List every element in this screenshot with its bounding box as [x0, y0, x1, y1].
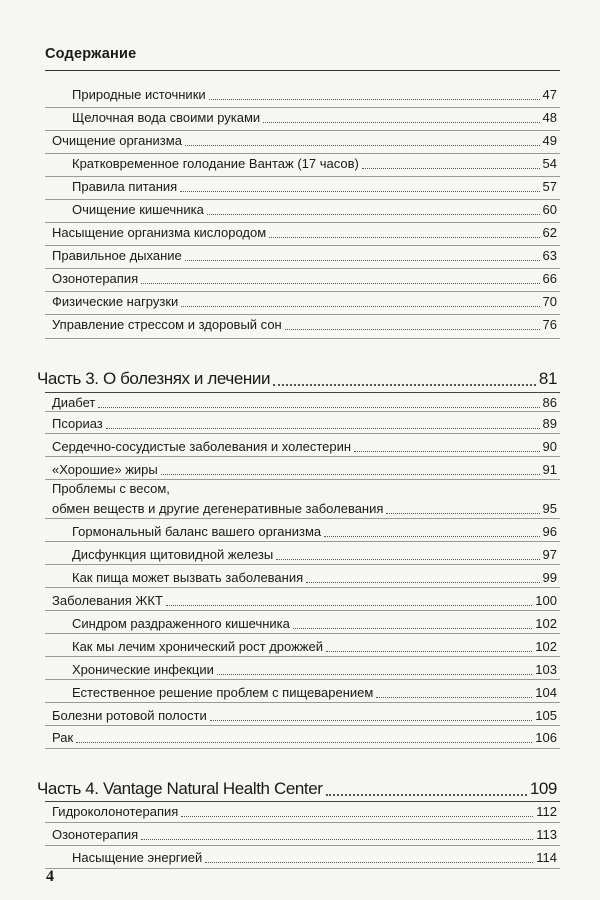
- toc-entry-page: 48: [542, 110, 557, 125]
- toc-entry[interactable]: [72, 683, 557, 701]
- toc-entry-page: 76: [542, 317, 557, 332]
- dot-leader: [106, 427, 540, 429]
- toc-entry[interactable]: [72, 522, 557, 540]
- row-divider: [45, 822, 560, 823]
- toc-entry[interactable]: [52, 315, 557, 333]
- toc-entry-label: Насыщение организма кислородом: [52, 225, 267, 240]
- toc-entry[interactable]: [72, 848, 557, 866]
- toc-entry-page: 60: [542, 202, 557, 217]
- row-divider: [45, 679, 560, 680]
- dot-leader: [269, 236, 539, 238]
- row-divider: [45, 868, 560, 869]
- row-divider: [45, 338, 560, 339]
- toc-entry[interactable]: [52, 269, 557, 287]
- dot-leader: [386, 512, 539, 514]
- toc-entry-label: Хронические инфекции: [72, 662, 214, 677]
- toc-entry-page: 90: [542, 439, 557, 454]
- toc-entry[interactable]: [52, 292, 557, 310]
- toc-entry-page: 113: [536, 827, 557, 842]
- toc-entry-label: «Хорошие» жиры: [52, 462, 158, 477]
- row-divider: [45, 748, 560, 749]
- toc-entry-label: обмен веществ и другие дегенеративные заболевания: [52, 501, 384, 516]
- toc-entry-page: 70: [542, 294, 557, 309]
- toc-part-page: 109: [529, 779, 557, 798]
- toc-entry-page: 100: [535, 593, 557, 608]
- toc-entry[interactable]: [72, 545, 557, 563]
- toc-entry-page: 57: [542, 179, 557, 194]
- row-divider: [45, 610, 560, 611]
- toc-part-label: Часть 3. О болезнях и лечении: [37, 369, 271, 388]
- dot-leader: [376, 696, 532, 698]
- toc-entry-page: 112: [536, 804, 557, 819]
- toc-entry-label-line1: Проблемы с весом,: [52, 481, 170, 496]
- toc-entry-multiline[interactable]: [52, 499, 557, 517]
- toc-entry-label: Сердечно-сосудистые заболевания и холестерин: [52, 439, 352, 454]
- toc-entry-label: Как пища может вызвать заболевания: [72, 570, 304, 585]
- dot-leader: [181, 305, 539, 307]
- row-divider: [45, 541, 560, 542]
- dot-leader: [354, 450, 539, 452]
- toc-entry-label: Заболевания ЖКТ: [52, 593, 163, 608]
- toc-entry-page: 99: [542, 570, 557, 585]
- toc-entry-label: Правильное дыхание: [52, 248, 182, 263]
- toc-part-page: 81: [538, 369, 557, 388]
- dot-leader: [326, 793, 527, 796]
- toc-entry-page: 47: [542, 87, 557, 102]
- dot-leader: [306, 581, 539, 583]
- toc-entry-label: Управление стрессом и здоровый сон: [52, 317, 282, 332]
- toc-entry-label: Естественное решение проблем с пищеварением: [72, 685, 374, 700]
- toc-entry-label: Кратковременное голодание Вантаж (17 часов): [72, 156, 359, 171]
- toc-entry-page: 49: [542, 133, 557, 148]
- toc-entry-page: 89: [542, 416, 557, 431]
- toc-entry-page: 91: [542, 462, 557, 477]
- dot-leader: [185, 144, 540, 146]
- dot-leader: [273, 383, 536, 386]
- dot-leader: [141, 838, 533, 840]
- toc-entry[interactable]: [72, 637, 557, 655]
- toc-entry-label: Озонотерапия: [52, 271, 139, 286]
- page-title: Содержание: [45, 46, 137, 62]
- toc-entry[interactable]: [52, 728, 557, 746]
- toc-entry[interactable]: [52, 131, 557, 149]
- toc-entry-page: 103: [535, 662, 557, 677]
- row-divider: [45, 456, 560, 457]
- toc-entry[interactable]: [52, 437, 557, 455]
- row-divider: [45, 633, 560, 634]
- dot-leader: [217, 673, 532, 675]
- dot-leader: [207, 213, 540, 215]
- toc-entry-label: Диабет: [52, 395, 96, 410]
- toc-entry-page: 114: [536, 850, 557, 865]
- toc-entry[interactable]: [72, 177, 557, 195]
- page-number: 4: [46, 868, 54, 885]
- toc-entry-page: 105: [535, 708, 557, 723]
- toc-entry-page: 66: [542, 271, 557, 286]
- toc-entry-label: Очищение организма: [52, 133, 182, 148]
- toc-entry-label: Псориаз: [52, 416, 103, 431]
- toc-entry[interactable]: [72, 108, 557, 126]
- toc-entry[interactable]: [52, 393, 557, 411]
- dot-leader: [324, 535, 539, 537]
- dot-leader: [263, 121, 539, 123]
- toc-entry-page: 86: [542, 395, 557, 410]
- row-divider: [45, 411, 560, 412]
- dot-leader: [166, 604, 532, 606]
- toc-entry-label: Рак: [52, 730, 74, 745]
- toc-entry-label: Болезни ротовой полости: [52, 708, 207, 723]
- toc-part-label: Часть 4. Vantage Natural Health Center: [37, 779, 323, 798]
- toc-entry-label: Озонотерапия: [52, 827, 139, 842]
- toc-entry-label: Гормональный баланс вашего организма: [72, 524, 322, 539]
- toc-entry[interactable]: [52, 591, 557, 609]
- toc-entry[interactable]: [52, 246, 557, 264]
- toc-entry-page: 62: [542, 225, 557, 240]
- toc-entry-label: Гидроколонотерапия: [52, 804, 179, 819]
- dot-leader: [185, 259, 540, 261]
- dot-leader: [276, 558, 539, 560]
- toc-entry-page: 96: [542, 524, 557, 539]
- toc-entry[interactable]: [72, 568, 557, 586]
- toc-entry-page: 95: [542, 501, 557, 516]
- toc-entry[interactable]: [52, 223, 557, 241]
- dot-leader: [76, 741, 532, 743]
- row-divider: [45, 702, 560, 703]
- dot-leader: [210, 719, 533, 721]
- dot-leader: [209, 98, 540, 100]
- toc-entry-label: Синдром раздраженного кишечника: [72, 616, 290, 631]
- toc-part-heading[interactable]: [37, 366, 557, 390]
- toc-entry-label: Очищение кишечника: [72, 202, 204, 217]
- toc-entry-page: 102: [535, 616, 557, 631]
- dot-leader: [181, 815, 533, 817]
- row-divider: [45, 479, 560, 480]
- row-divider: [45, 564, 560, 565]
- toc-entry[interactable]: [72, 614, 557, 632]
- toc-entry[interactable]: [52, 802, 557, 820]
- toc-entry-label: Насыщение энергией: [72, 850, 203, 865]
- toc-entry[interactable]: [72, 200, 557, 218]
- row-divider: [45, 656, 560, 657]
- toc-entry-label: Правила питания: [72, 179, 178, 194]
- row-divider: [45, 518, 560, 519]
- toc-entry[interactable]: [72, 154, 557, 172]
- toc-entry-label: Дисфункция щитовидной железы: [72, 547, 274, 562]
- row-divider: [45, 433, 560, 434]
- toc-entry-page: 104: [535, 685, 557, 700]
- dot-leader: [362, 167, 540, 169]
- dot-leader: [326, 650, 532, 652]
- toc-entry-label: Природные источники: [72, 87, 206, 102]
- toc-entry[interactable]: [72, 85, 557, 103]
- dot-leader: [161, 473, 540, 475]
- dot-leader: [205, 861, 533, 863]
- toc-entry-label: Физические нагрузки: [52, 294, 179, 309]
- toc-entry-page: 97: [542, 547, 557, 562]
- toc-entry-label: Как мы лечим хронический рост дрожжей: [72, 639, 323, 654]
- row-divider: [45, 587, 560, 588]
- toc-entry[interactable]: [52, 460, 557, 478]
- toc-entry[interactable]: [52, 825, 557, 843]
- toc-entry-page: 63: [542, 248, 557, 263]
- dot-leader: [180, 190, 539, 192]
- toc-entry[interactable]: [52, 414, 557, 432]
- dot-leader: [141, 282, 539, 284]
- toc-entry[interactable]: [72, 660, 557, 678]
- toc-entry-page: 102: [535, 639, 557, 654]
- dot-leader: [285, 328, 540, 330]
- dot-leader: [98, 406, 539, 408]
- dot-leader: [293, 627, 532, 629]
- toc-part-heading[interactable]: [37, 776, 557, 800]
- toc-entry[interactable]: [52, 706, 557, 724]
- toc-entry-page: 106: [535, 730, 557, 745]
- row-divider: [45, 845, 560, 846]
- toc-entry-page: 54: [542, 156, 557, 171]
- row-divider: [45, 725, 560, 726]
- toc-entry-label: Щелочная вода своими руками: [72, 110, 261, 125]
